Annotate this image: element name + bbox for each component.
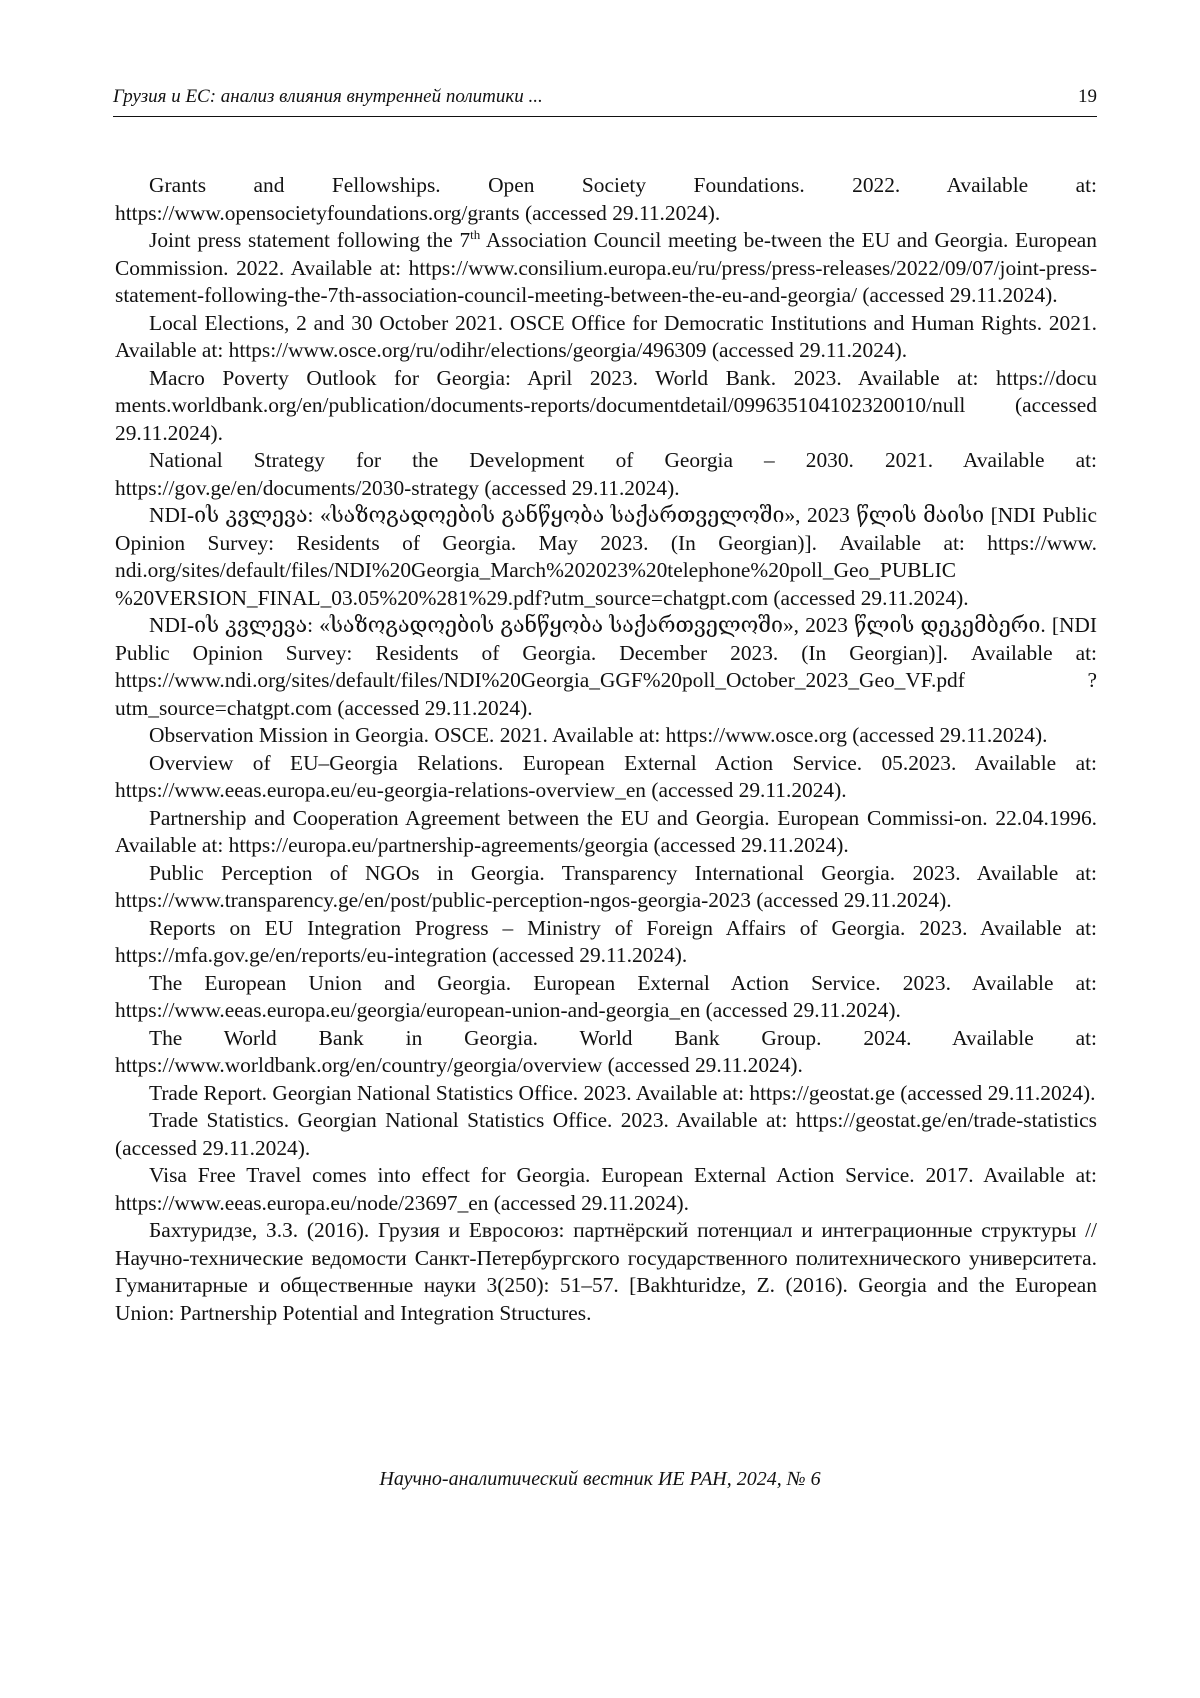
reference-text-part: Joint press statement following the 7: [149, 228, 471, 252]
running-header: [113, 86, 1097, 117]
reference-item: Macro Poverty Outlook for Georgia: April 2023. World Bank. 2023. Available at: https://docu ments.worldbank.org/en/publication/documents-reports/documentdetail/099635104102320010/null (accessed 29.11.2024).: [115, 365, 1097, 445]
reference-item: Visa Free Travel comes into effect for Georgia. European External Action Service. 2017. Available at: https://www.eeas.europa.eu/node/23697_en (accessed 29.11.2024).: [115, 1163, 1097, 1215]
reference-item: Trade Statistics. Georgian National Statistics Office. 2023. Available at: https://geostat.ge/en/trade-statistics (accessed 29.11.2024).: [115, 1108, 1097, 1160]
superscript-ordinal: th: [470, 226, 481, 242]
reference-item: NDI-ის კვლევა: «საზოგადოების განწყობა საქართველოში», 2023 წლის მაისი [NDI Public Opinion Survey: Residents of Georgia. May 2023. (In Georgian)]. Available at: https://www. ndi.org/sites/default/files/NDI%20Georgia_March%202023%20telephone%20poll_Geo_PUBLIC %20VERSION_FINAL_03.05%20%281%29.pdf?utm_source=chatgpt.com (accessed 29.11.2024).: [115, 503, 1097, 610]
reference-item: Partnership and Cooperation Agreement between the EU and Georgia. European Commissi-on. 22.04.1996. Available at: https://europa.eu/partnership-agreements/georgia (accessed 29.11.2024).: [115, 805, 1097, 857]
reference-item: Reports on EU Integration Progress – Ministry of Foreign Affairs of Georgia. 2023. Available at: https://mfa.gov.ge/en/reports/eu-integration (accessed 29.11.2024).: [115, 915, 1097, 967]
journal-footer: Научно-аналитический вестник ИЕ РАН, 2024, № 6: [379, 1468, 821, 1490]
reference-item: The World Bank in Georgia. World Bank Group. 2024. Available at: https://www.worldbank.org/en/country/georgia/overview (accessed 29.11.2024).: [115, 1025, 1097, 1077]
reference-item: Public Perception of NGOs in Georgia. Transparency International Georgia. 2023. Available at: https://www.transparency.ge/en/post/public-perception-ngos-georgia-2023 (accessed 29.11.2024).: [115, 860, 1097, 912]
reference-item: National Strategy for the Development of Georgia – 2030. 2021. Available at: https://gov.ge/en/documents/2030-strategy (accessed 29.11.2024).: [115, 448, 1097, 500]
reference-item: The European Union and Georgia. European External Action Service. 2023. Available at: https://www.eeas.europa.eu/georgia/european-union-and-georgia_en (accessed 29.11.2024).: [115, 970, 1097, 1022]
reference-item: Observation Mission in Georgia. OSCE. 2021. Available at: https://www.osce.org (accessed 29.11.2024).: [149, 723, 1048, 747]
page-number: 19: [1078, 86, 1097, 107]
reference-list: [115, 172, 1097, 1327]
reference-item: Бахтуридзе, З.З. (2016). Грузия и Евросоюз: партнёрский потенциал и интеграционные структуры // Научно-технические ведомости Санкт-Петербургского государственного политехнического университета. Гуманитарные и общественные науки 3(250): 51–57. [Bakhturidze, Z. (2016). Georgia and the European Union: Partnership Potential and Integration Structures.: [115, 1218, 1097, 1325]
reference-item: Overview of EU–Georgia Relations. European External Action Service. 05.2023. Available at: https://www.eeas.europa.eu/eu-georgia-relations-overview_en (accessed 29.11.2024).: [115, 750, 1097, 802]
reference-item: Grants and Fellowships. Open Society Foundations. 2022. Available at: https://www.opensocietyfoundations.org/grants (accessed 29.11.2024).: [115, 173, 1097, 225]
running-header-title: Грузия и ЕС: анализ влияния внутренней политики ...: [113, 86, 543, 107]
reference-item: [115, 227, 1097, 310]
reference-item: NDI-ის კვლევა: «საზოგადოების განწყობა საქართველოში», 2023 წლის დეკემბერი. [NDI Public Opinion Survey: Residents of Georgia. December 2023. (In Georgian)]. Available at: https://www.ndi.org/sites/default/files/NDI%20Georgia_GGF%20poll_October_2023_Geo_VF.pdf ?utm_source=chatgpt.com (accessed 29.11.2024).: [115, 613, 1097, 720]
reference-item: Local Elections, 2 and 30 October 2021. OSCE Office for Democratic Institutions and Human Rights. 2021. Available at: https://www.osce.org/ru/odihr/elections/georgia/496309 (accessed 29.11.2024).: [115, 310, 1097, 362]
reference-item: Trade Report. Georgian National Statistics Office. 2023. Available at: https://geostat.ge (accessed 29.11.2024).: [149, 1080, 1096, 1105]
reference-text-part: Association Council meeting be-tween the EU and Georgia. European Commission. 2022. Available at: https://www.consilium.europa.eu/ru/press/press-releases/2022/09/07/joint-press-statement-following-the-7th-association-council-meeting-between-the-eu-and-georgia/ (accessed 29.11.2024).: [115, 228, 1097, 307]
